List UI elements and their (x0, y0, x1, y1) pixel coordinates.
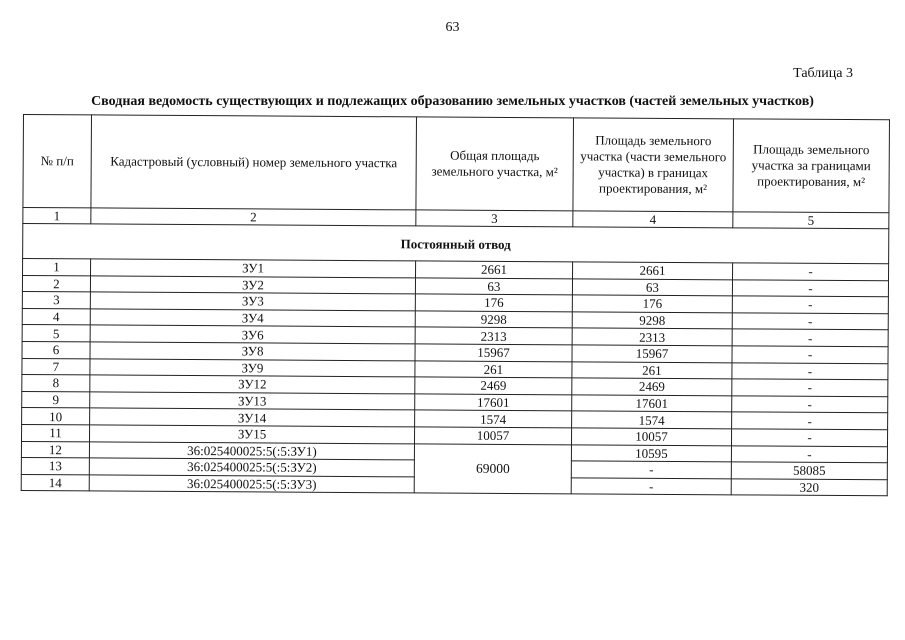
total-area: 17601 (415, 394, 572, 412)
cadastral-number: 36:025400025:5(:5:ЗУ1) (89, 441, 414, 460)
area-outside: - (732, 379, 888, 397)
cadastral-number: ЗУ12 (90, 375, 415, 394)
cadastral-number: ЗУ15 (90, 425, 415, 444)
area-inside: 10595 (571, 444, 731, 462)
area-inside: 9298 (572, 312, 732, 330)
total-area: 1574 (415, 410, 572, 428)
area-inside: 2661 (573, 262, 733, 280)
area-outside: - (732, 313, 888, 331)
row-number: 3 (22, 292, 90, 309)
area-outside: 58085 (731, 462, 887, 480)
area-inside: 15967 (572, 345, 732, 363)
total-area: 176 (415, 294, 572, 312)
total-area: 10057 (414, 427, 571, 445)
total-area: 15967 (415, 344, 572, 362)
cadastral-number: ЗУ9 (90, 358, 415, 377)
area-inside: 17601 (572, 395, 732, 413)
cadastral-number: ЗУ13 (90, 392, 415, 411)
area-outside: - (733, 263, 889, 281)
area-outside: - (732, 329, 888, 347)
row-number: 9 (22, 391, 90, 408)
total-area: 2313 (415, 327, 572, 345)
row-number: 1 (23, 259, 91, 276)
total-area: 261 (415, 360, 572, 378)
cadastral-number: ЗУ6 (90, 325, 415, 344)
section-title: Постоянный отвод (23, 224, 889, 264)
row-number: 5 (22, 325, 90, 342)
column-number: 2 (91, 208, 416, 226)
row-number: 10 (22, 408, 90, 425)
area-outside: - (731, 445, 887, 463)
area-inside: 2469 (572, 378, 732, 396)
area-outside: - (732, 412, 888, 430)
cadastral-number: ЗУ3 (90, 292, 415, 311)
cadastral-number: ЗУ14 (90, 408, 415, 427)
column-number: 1 (23, 208, 91, 224)
cadastral-number: ЗУ4 (90, 309, 415, 328)
area-inside: 1574 (572, 411, 732, 429)
cadastral-number: 36:025400025:5(:5:ЗУ3) (89, 475, 414, 494)
area-outside: 320 (731, 479, 887, 497)
cadastral-number: ЗУ2 (90, 276, 415, 295)
header-cadastral-number: Кадастровый (условный) номер земельного участка (91, 115, 417, 210)
row-number: 13 (21, 458, 89, 475)
page-number: 63 (445, 20, 460, 35)
area-outside: - (732, 279, 888, 297)
row-number: 7 (22, 358, 90, 375)
column-number: 5 (733, 212, 889, 229)
area-inside: 176 (572, 295, 732, 313)
area-outside: - (732, 346, 888, 364)
cadastral-number: 36:025400025:5(:5:ЗУ2) (89, 458, 414, 477)
area-inside: - (571, 461, 731, 479)
total-area: 9298 (415, 311, 572, 329)
row-number: 8 (22, 375, 90, 392)
section-row (23, 224, 889, 264)
header-row (23, 115, 890, 213)
table-container (21, 114, 890, 497)
column-number: 4 (573, 211, 733, 228)
area-outside: - (732, 396, 888, 414)
row-number: 4 (22, 308, 90, 325)
area-inside: - (571, 478, 731, 496)
cadastral-number: ЗУ8 (90, 342, 415, 361)
header-total-area: Общая площадь земельного участка, м² (416, 117, 574, 211)
merged-total-area: 69000 (414, 443, 571, 494)
total-area: 2469 (415, 377, 572, 395)
row-number: 6 (22, 341, 90, 358)
area-inside: 63 (572, 278, 732, 296)
row-number: 14 (21, 474, 89, 491)
total-area: 63 (415, 277, 572, 295)
header-area-outside: Площадь земельного участка за границами проектирования, м² (733, 119, 890, 213)
area-inside: 10057 (571, 428, 731, 446)
header-area-inside: Площадь земельного участка (части земельного участка) в границах проектирования, м² (573, 118, 734, 212)
area-inside: 261 (572, 361, 732, 379)
row-number: 12 (21, 441, 89, 458)
land-plots-table (21, 114, 890, 497)
table-label: Таблица 3 (793, 66, 853, 81)
area-outside: - (732, 296, 888, 314)
column-number: 3 (416, 210, 573, 227)
area-inside: 2313 (572, 328, 732, 346)
cadastral-number: ЗУ1 (91, 259, 416, 278)
row-number: 11 (22, 424, 90, 441)
document-title: Сводная ведомость существующих и подлежащих образованию земельных участков (частей земельных участков) (91, 94, 814, 109)
area-outside: - (731, 429, 887, 447)
area-outside: - (732, 362, 888, 380)
total-area: 2661 (416, 261, 573, 279)
header-number: № п/п (23, 115, 92, 208)
row-number: 2 (22, 275, 90, 292)
